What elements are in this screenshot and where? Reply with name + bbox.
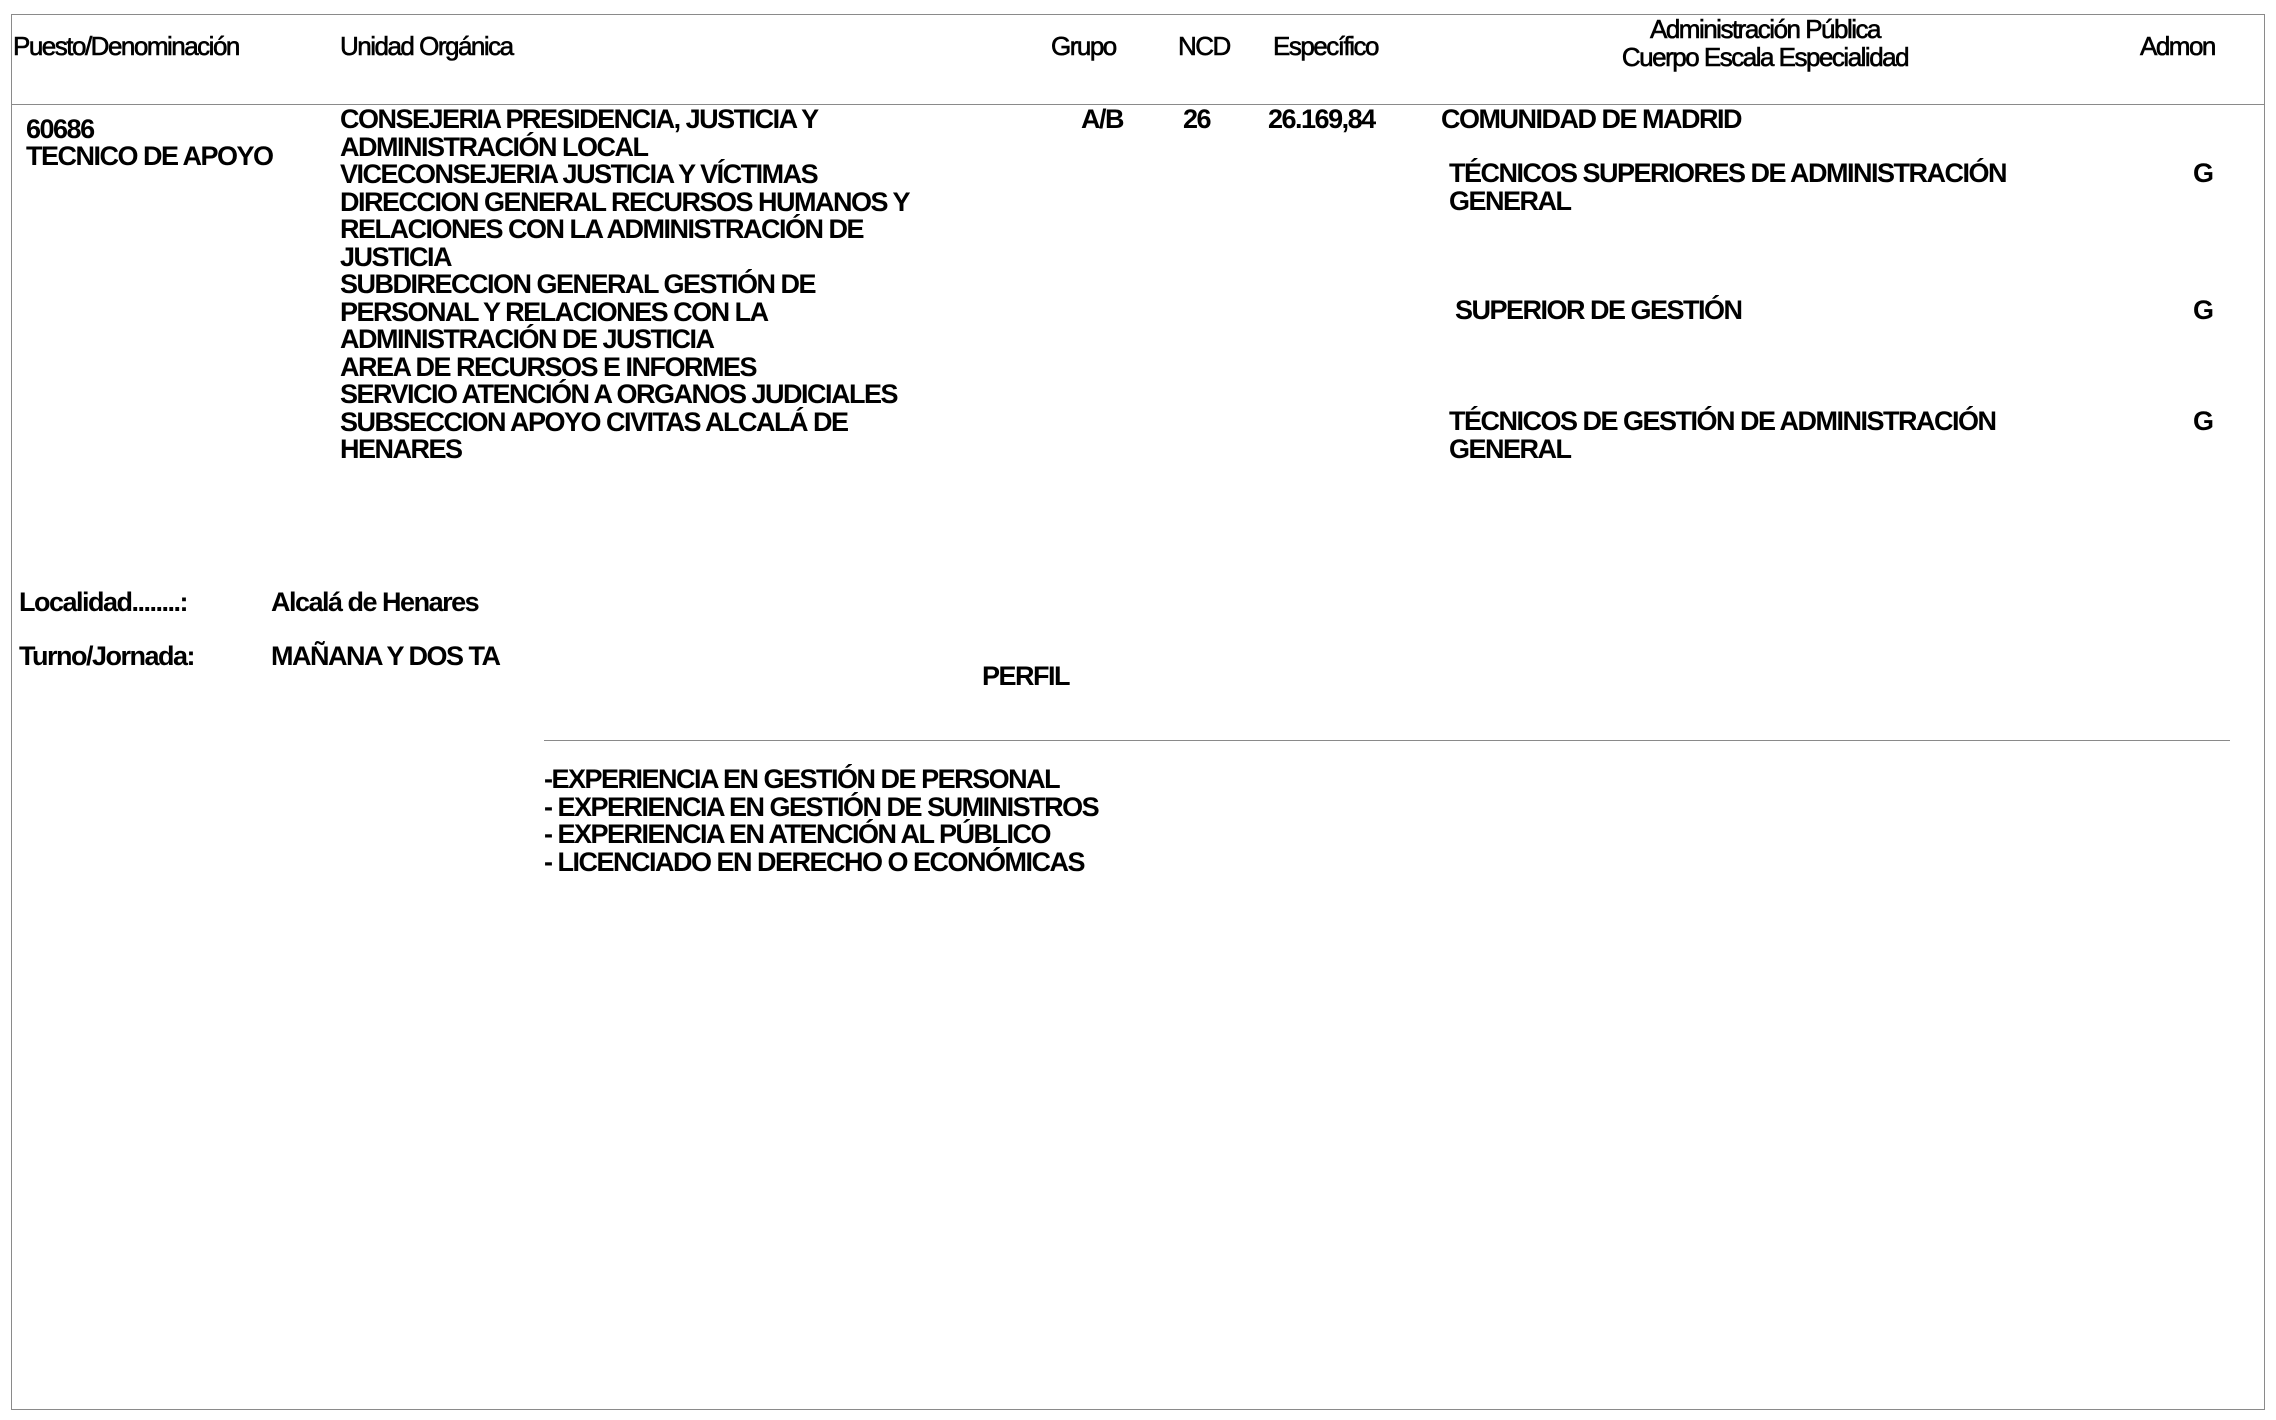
- localidad-value: Alcalá de Henares: [271, 587, 479, 617]
- especifico-value: 26.169,84: [1268, 104, 1375, 134]
- admon-value-2: G: [2193, 295, 2213, 325]
- unidad-line: JUSTICIA: [340, 241, 452, 272]
- turno-label: Turno/Jornada:: [19, 641, 195, 671]
- puesto-denominacion: TECNICO DE APOYO: [26, 141, 273, 171]
- turno-value: MAÑANA Y DOS TA: [271, 641, 500, 671]
- unidad-line: SUBSECCION APOYO CIVITAS ALCALÁ DE: [340, 406, 848, 437]
- unidad-organica-list: [340, 106, 909, 464]
- unidad-line: SERVICIO ATENCIÓN A ORGANOS JUDICIALES: [340, 379, 898, 409]
- cuerpo-line: TÉCNICOS SUPERIORES DE ADMINISTRACIÓN: [1449, 158, 2007, 188]
- localidad-label: Localidad........:: [19, 587, 188, 617]
- unidad-line: AREA DE RECURSOS E INFORMES: [340, 351, 757, 382]
- header-admin-line1: Administración Pública: [1649, 14, 1880, 44]
- cuerpo-line: GENERAL: [1449, 185, 1571, 216]
- cuerpo-entry-2: SUPERIOR DE GESTIÓN: [1455, 295, 1742, 325]
- header-especifico: Específico: [1273, 31, 1378, 61]
- unidad-line: HENARES: [340, 434, 462, 464]
- header-unidad: Unidad Orgánica: [340, 31, 513, 61]
- unidad-line: PERSONAL Y RELACIONES CON LA: [340, 296, 768, 327]
- unidad-line: VICECONSEJERIA JUSTICIA Y VÍCTIMAS: [340, 159, 818, 189]
- grupo-value: A/B: [1081, 104, 1123, 134]
- perfil-list: [544, 766, 1098, 876]
- unidad-line: ADMINISTRACIÓN DE JUSTICIA: [340, 324, 714, 354]
- cuerpo-line: GENERAL: [1449, 433, 1571, 464]
- perfil-item: -EXPERIENCIA EN GESTIÓN DE PERSONAL: [544, 764, 1060, 794]
- unidad-line: DIRECCION GENERAL RECURSOS HUMANOS Y: [340, 186, 910, 217]
- header-admin-line2: Cuerpo Escala Especialidad: [1621, 42, 1909, 72]
- perfil-divider: [544, 740, 2230, 741]
- cuerpo-entry-3: [1449, 408, 1996, 463]
- cuerpo-entry-1: [1449, 160, 2006, 215]
- header-puesto: Puesto/Denominación: [13, 31, 239, 61]
- perfil-item: - EXPERIENCIA EN GESTIÓN DE SUMINISTROS: [544, 791, 1099, 822]
- unidad-line: ADMINISTRACIÓN LOCAL: [340, 131, 648, 162]
- admon-value-3: G: [2193, 406, 2213, 436]
- ncd-value: 26: [1183, 104, 1211, 134]
- puesto-codigo: 60686: [26, 114, 94, 144]
- perfil-item: - EXPERIENCIA EN ATENCIÓN AL PÚBLICO: [544, 819, 1051, 849]
- unidad-line: RELACIONES CON LA ADMINISTRACIÓN DE: [340, 214, 864, 244]
- cuerpo-line: TÉCNICOS DE GESTIÓN DE ADMINISTRACIÓN: [1449, 406, 1996, 436]
- unidad-line: SUBDIRECCION GENERAL GESTIÓN DE: [340, 269, 816, 299]
- header-grupo: Grupo: [1051, 31, 1116, 61]
- header-administracion: [1545, 15, 1985, 71]
- admon-value-1: G: [2193, 158, 2213, 188]
- perfil-title: PERFIL: [982, 661, 1070, 691]
- administracion-value: COMUNIDAD DE MADRID: [1441, 104, 1741, 134]
- header-ncd: NCD: [1178, 31, 1230, 61]
- perfil-item: - LICENCIADO EN DERECHO O ECONÓMICAS: [544, 846, 1085, 877]
- unidad-line: CONSEJERIA PRESIDENCIA, JUSTICIA Y: [340, 104, 818, 134]
- header-admon: Admon: [2140, 31, 2215, 61]
